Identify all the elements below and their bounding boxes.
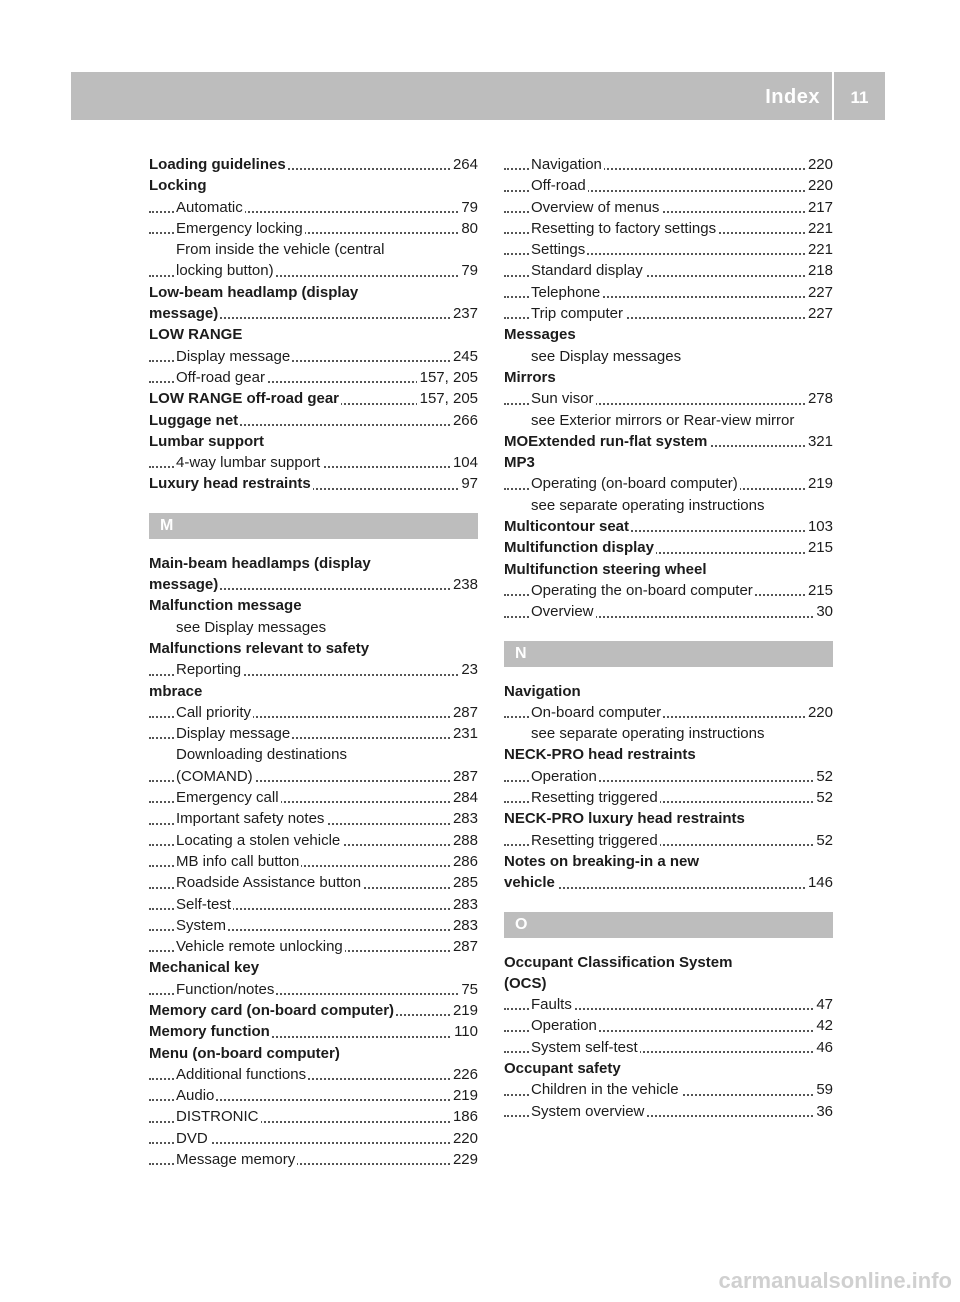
- entry-text: MOExtended run-flat system: [504, 432, 708, 450]
- entry-text: 4-way lumbar support: [176, 454, 321, 472]
- index-subentry[interactable]: [149, 830, 478, 851]
- section-letter: N: [504, 641, 833, 667]
- index-subentry[interactable]: [149, 894, 478, 915]
- index-subentry[interactable]: [504, 830, 833, 851]
- page-reference[interactable]: 104: [450, 452, 478, 473]
- page-reference[interactable]: 220: [805, 175, 833, 196]
- page-reference[interactable]: 46: [813, 1037, 833, 1058]
- page-reference[interactable]: 217: [805, 197, 833, 218]
- index-subentry: [504, 723, 833, 744]
- page-reference[interactable]: 229: [450, 1149, 478, 1170]
- index-entry: [504, 808, 833, 829]
- entry-text: see separate operating instructions: [531, 725, 765, 743]
- index-entry: [504, 851, 833, 872]
- page-reference[interactable]: 231: [450, 723, 478, 744]
- index-entry: [504, 324, 833, 345]
- entry-text: On-board computer: [531, 703, 662, 721]
- page-reference[interactable]: 52: [813, 830, 833, 851]
- entry-text: Resetting to factory settings: [531, 219, 717, 237]
- index-entry[interactable]: [149, 410, 478, 431]
- index-subentry[interactable]: [149, 218, 478, 239]
- page-reference[interactable]: 97: [458, 473, 478, 494]
- entry-text: mbrace: [149, 682, 203, 700]
- page-reference[interactable]: 284: [450, 787, 478, 808]
- page-reference[interactable]: 238: [450, 574, 478, 595]
- page-number: 11: [850, 88, 869, 107]
- entry-text: MP3: [504, 454, 535, 472]
- entry-text: Resetting triggered: [531, 789, 658, 807]
- entry-text: Trip computer: [531, 305, 623, 323]
- index-subentry[interactable]: [504, 1101, 833, 1122]
- page-reference[interactable]: 287: [450, 936, 478, 957]
- page-reference[interactable]: 219: [450, 1085, 478, 1106]
- index-subentry[interactable]: [149, 367, 478, 388]
- entry-text: Occupant Classification System: [504, 953, 733, 971]
- entry-text: message): [149, 576, 219, 594]
- page-reference[interactable]: 287: [450, 766, 478, 787]
- page-reference[interactable]: 59: [813, 1079, 833, 1100]
- page-reference[interactable]: 278: [805, 388, 833, 409]
- page-reference[interactable]: 266: [450, 410, 478, 431]
- index-entry: [149, 282, 478, 303]
- index-entry: [149, 638, 478, 659]
- index-entry: [504, 744, 833, 765]
- index-entry: [149, 175, 478, 196]
- index-subentry[interactable]: [149, 1128, 478, 1149]
- index-subentry[interactable]: [149, 659, 478, 680]
- entry-text: Multifunction display: [504, 539, 654, 557]
- page-reference[interactable]: 227: [805, 282, 833, 303]
- entry-text: DISTRONIC: [176, 1108, 259, 1126]
- index-subentry[interactable]: [504, 580, 833, 601]
- index-subentry[interactable]: [504, 1037, 833, 1058]
- index-subentry[interactable]: [149, 979, 478, 1000]
- entry-text: vehicle: [504, 874, 555, 892]
- page-reference[interactable]: 283: [450, 894, 478, 915]
- entry-text: Downloading destinations: [176, 746, 347, 764]
- watermark: carmanualsonline.info: [718, 1268, 952, 1293]
- index-subentry[interactable]: [504, 282, 833, 303]
- entry-text: From inside the vehicle (central: [176, 241, 385, 259]
- page-reference[interactable]: 285: [450, 872, 478, 893]
- index-subentry[interactable]: [504, 175, 833, 196]
- entry-text: Operating the on-board computer: [531, 581, 753, 599]
- index-entry[interactable]: [504, 872, 833, 893]
- entry-text: see Exterior mirrors or Rear-view mirror: [531, 411, 795, 429]
- page-reference[interactable]: 30: [813, 601, 833, 622]
- index-subentry[interactable]: [149, 1064, 478, 1085]
- page-reference[interactable]: 80: [458, 218, 478, 239]
- entry-text: MB info call button: [176, 852, 300, 870]
- page-reference[interactable]: 215: [805, 537, 833, 558]
- page-reference[interactable]: 157, 205: [417, 367, 478, 388]
- page-reference[interactable]: 264: [450, 154, 478, 175]
- index-subentry[interactable]: [149, 787, 478, 808]
- index-subentry[interactable]: [504, 1079, 833, 1100]
- entry-text: Off-road gear: [176, 368, 265, 386]
- page-reference[interactable]: 219: [805, 473, 833, 494]
- page-reference[interactable]: 221: [805, 218, 833, 239]
- page-reference[interactable]: 287: [450, 702, 478, 723]
- index-entry[interactable]: [149, 154, 478, 175]
- entry-text: Luggage net: [149, 411, 239, 429]
- index-entry: [504, 367, 833, 388]
- entry-text: Settings: [531, 241, 586, 259]
- entry-text: Locating a stolen vehicle: [176, 831, 341, 849]
- entry-text: Display message: [176, 725, 291, 743]
- entry-text: Loading guidelines: [149, 156, 286, 173]
- index-subentry: [149, 239, 478, 260]
- entry-text: Roadside Assistance button: [176, 874, 362, 892]
- index-entry: [504, 952, 833, 973]
- entry-text: Mechanical key: [149, 959, 260, 977]
- entry-text: Main-beam headlamps (display: [149, 554, 371, 572]
- page-reference[interactable]: 79: [458, 260, 478, 281]
- header-bar: [71, 72, 885, 120]
- index-column-left: [149, 154, 478, 1170]
- page-reference[interactable]: 283: [450, 915, 478, 936]
- index-subentry[interactable]: [149, 915, 478, 936]
- index-subentry[interactable]: [149, 346, 478, 367]
- page-reference[interactable]: 47: [813, 994, 833, 1015]
- page-reference[interactable]: 42: [813, 1015, 833, 1036]
- index-subentry[interactable]: [149, 197, 478, 218]
- entry-text: Emergency call: [176, 789, 279, 807]
- entry-text: Message memory: [176, 1151, 296, 1169]
- entry-text: Emergency locking: [176, 219, 303, 237]
- index-subentry[interactable]: [504, 766, 833, 787]
- page-reference[interactable]: 226: [450, 1064, 478, 1085]
- index-subentry[interactable]: [149, 872, 478, 893]
- entry-text: Menu (on-board computer): [149, 1044, 340, 1062]
- index-entry: [504, 452, 833, 473]
- page-reference[interactable]: 157, 205: [417, 388, 478, 409]
- index-entry: [149, 431, 478, 452]
- index-subentry[interactable]: [504, 601, 833, 622]
- entry-text: Function/notes: [176, 980, 275, 998]
- index-entry[interactable]: [149, 388, 478, 409]
- entry-text: Children in the vehicle: [531, 1081, 679, 1099]
- page-reference[interactable]: 245: [450, 346, 478, 367]
- index-subentry[interactable]: [149, 260, 478, 281]
- entry-text: System overview: [531, 1102, 645, 1120]
- entry-text: Telephone: [531, 283, 601, 301]
- entry-text: Overview of menus: [531, 198, 660, 216]
- index-subentry[interactable]: [504, 303, 833, 324]
- index-subentry[interactable]: [149, 766, 478, 787]
- entry-text: locking button): [176, 262, 274, 280]
- index-subentry[interactable]: [149, 1085, 478, 1106]
- entry-text: Messages: [504, 326, 576, 344]
- index-entry: [149, 324, 478, 345]
- entry-text: Luxury head restraints: [149, 475, 311, 493]
- entry-text: Automatic: [176, 198, 243, 216]
- index-entry[interactable]: [149, 1000, 478, 1021]
- entry-text: Malfunction message: [149, 597, 302, 615]
- index-column-right: [504, 154, 833, 1122]
- entry-text: Mirrors: [504, 368, 556, 386]
- index-subentry: [149, 617, 478, 638]
- entry-text: Operating (on-board computer): [531, 475, 738, 493]
- index-subentry[interactable]: [504, 787, 833, 808]
- page-reference[interactable]: 23: [458, 659, 478, 680]
- entry-text: see separate operating instructions: [531, 496, 765, 514]
- page-reference[interactable]: 220: [805, 702, 833, 723]
- entry-text: Vehicle remote unlocking: [176, 938, 343, 956]
- index-subentry[interactable]: [504, 260, 833, 281]
- index-subentry: [504, 346, 833, 367]
- index-entry[interactable]: [504, 431, 833, 452]
- entry-text: Call priority: [176, 703, 252, 721]
- entry-text: Memory card (on-board computer): [149, 1001, 395, 1019]
- index-entry[interactable]: [149, 473, 478, 494]
- entry-text: Occupant safety: [504, 1059, 621, 1077]
- entry-text: Lumbar support: [149, 432, 264, 450]
- entry-text: Operation: [531, 1017, 597, 1035]
- entry-text: Navigation: [531, 156, 602, 173]
- entry-text: Resetting triggered: [531, 831, 658, 849]
- index-subentry[interactable]: [504, 218, 833, 239]
- index-subentry[interactable]: [149, 808, 478, 829]
- entry-text: LOW RANGE: [149, 326, 243, 344]
- entry-text: Additional functions: [176, 1065, 307, 1083]
- index-entry[interactable]: [504, 516, 833, 537]
- entry-text: LOW RANGE off-road gear: [149, 390, 339, 408]
- index-subentry[interactable]: [504, 1015, 833, 1036]
- entry-text: Important safety notes: [176, 810, 325, 828]
- index-subentry[interactable]: [149, 723, 478, 744]
- entry-text: System self-test: [531, 1038, 638, 1056]
- entry-text: NECK-PRO luxury head restraints: [504, 810, 745, 828]
- entry-text: (COMAND): [176, 767, 253, 785]
- index-subentry[interactable]: [504, 388, 833, 409]
- index-entry[interactable]: [149, 303, 478, 324]
- entry-text: (OCS): [504, 974, 547, 992]
- entry-text: see Display messages: [531, 347, 682, 365]
- index-entry: [149, 1043, 478, 1064]
- index-subentry[interactable]: [504, 702, 833, 723]
- index-entry: [149, 681, 478, 702]
- page-reference[interactable]: 227: [805, 303, 833, 324]
- entry-text: see Display messages: [176, 618, 327, 636]
- index-subentry[interactable]: [504, 197, 833, 218]
- index-subentry[interactable]: [504, 994, 833, 1015]
- entry-text: Display message: [176, 347, 291, 365]
- index-subentry[interactable]: [149, 1149, 478, 1170]
- page-reference[interactable]: 103: [805, 516, 833, 537]
- entry-text: Standard display: [531, 262, 643, 280]
- page-reference[interactable]: 220: [450, 1128, 478, 1149]
- entry-text: Operation: [531, 767, 597, 785]
- entry-text: Self-test: [176, 895, 232, 913]
- index-entry: [504, 1058, 833, 1079]
- entry-text: Faults: [531, 996, 572, 1014]
- index-subentry[interactable]: [149, 452, 478, 473]
- index-subentry: [504, 495, 833, 516]
- page-reference[interactable]: 286: [450, 851, 478, 872]
- index-subentry[interactable]: [504, 473, 833, 494]
- page-reference[interactable]: 237: [450, 303, 478, 324]
- page-reference[interactable]: 219: [450, 1000, 478, 1021]
- entry-text: Off-road: [531, 177, 586, 195]
- entry-text: Multicontour seat: [504, 518, 630, 536]
- entry-text: Locking: [149, 177, 207, 195]
- index-entry[interactable]: [149, 574, 478, 595]
- index-entry: [149, 957, 478, 978]
- index-entry[interactable]: [149, 1021, 478, 1042]
- entry-text: Audio: [176, 1087, 215, 1105]
- entry-text: Memory function: [149, 1023, 270, 1041]
- index-entry: [504, 973, 833, 994]
- entry-text: Reporting: [176, 661, 242, 679]
- entry-text: Navigation: [504, 682, 581, 700]
- page-reference[interactable]: 283: [450, 808, 478, 829]
- section-letter: O: [504, 912, 833, 938]
- index-subentry[interactable]: [504, 239, 833, 260]
- index-subentry[interactable]: [149, 851, 478, 872]
- entry-text: System: [176, 916, 227, 934]
- page-reference[interactable]: 146: [805, 872, 833, 893]
- page-reference[interactable]: 221: [805, 239, 833, 260]
- entry-text: Notes on breaking-in a new: [504, 852, 700, 870]
- index-entry[interactable]: [504, 537, 833, 558]
- index-subentry: [504, 410, 833, 431]
- index-entry: [149, 595, 478, 616]
- index-entry: [504, 681, 833, 702]
- entry-text: NECK-PRO head restraints: [504, 746, 696, 764]
- page-reference[interactable]: 220: [805, 154, 833, 175]
- index-entry: [149, 553, 478, 574]
- entry-text: Sun visor: [531, 390, 594, 408]
- index-subentry[interactable]: [149, 936, 478, 957]
- page-title: Index: [765, 86, 820, 108]
- page-reference[interactable]: 218: [805, 260, 833, 281]
- page-reference[interactable]: 79: [458, 197, 478, 218]
- page-reference[interactable]: 215: [805, 580, 833, 601]
- entry-text: Low-beam headlamp (display: [149, 283, 359, 301]
- index-subentry[interactable]: [149, 702, 478, 723]
- index-subentry[interactable]: [149, 1106, 478, 1127]
- entry-text: DVD: [176, 1129, 208, 1147]
- entry-text: message): [149, 305, 219, 323]
- entry-text: Malfunctions relevant to safety: [149, 639, 370, 657]
- page-reference[interactable]: 36: [813, 1101, 833, 1122]
- page-reference[interactable]: 52: [813, 766, 833, 787]
- section-letter: M: [149, 513, 478, 539]
- page-reference[interactable]: 75: [458, 979, 478, 1000]
- index-subentry[interactable]: [504, 154, 833, 175]
- page-reference[interactable]: 288: [450, 830, 478, 851]
- entry-text: Multifunction steering wheel: [504, 560, 707, 578]
- index-entry: [504, 559, 833, 580]
- page-reference[interactable]: 110: [451, 1021, 478, 1042]
- page-reference[interactable]: 52: [813, 787, 833, 808]
- page-reference[interactable]: 186: [450, 1106, 478, 1127]
- page-reference[interactable]: 321: [805, 431, 833, 452]
- entry-text: Overview: [531, 603, 594, 621]
- index-subentry: [149, 744, 478, 765]
